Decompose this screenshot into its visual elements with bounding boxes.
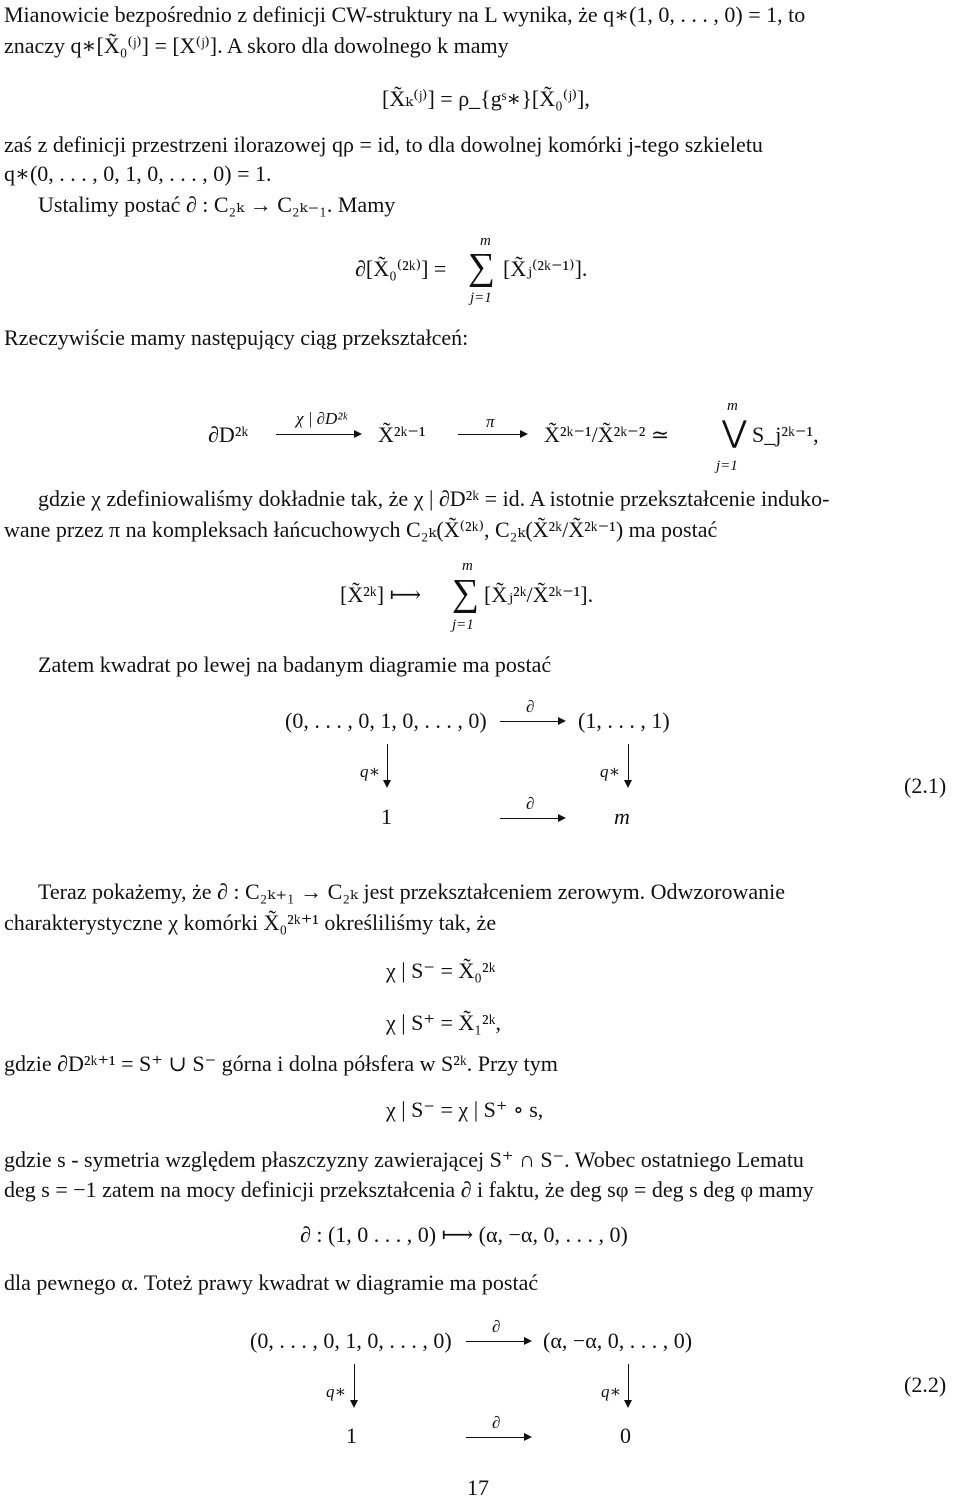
- equation: ∂ : (1, 0 . . . , 0) ⟼ (α, −α, 0, . . . , 0): [300, 1222, 628, 1247]
- text-line: deg s = −1 zatem na mocy definicji przekształcenia ∂ i faktu, że deg sφ = deg s deg φ mamy: [4, 1177, 814, 1202]
- diagram-bottom-left: 1: [381, 804, 392, 829]
- text-line: gdzie ∂D²ᵏ⁺¹ = S⁺ ∪ S⁻ górna i dolna półsfera w S²ᵏ. Przy tym: [4, 1051, 558, 1076]
- sum-symbol: ∑: [452, 572, 480, 614]
- sum-lower-limit: j=1: [470, 290, 492, 306]
- diagram-top-right: (α, −α, 0, . . . , 0): [543, 1328, 693, 1353]
- right-arrow: [628, 744, 629, 786]
- page-number: 17: [467, 1475, 489, 1500]
- sequence-term: X̃²ᵏ⁻¹: [378, 422, 426, 447]
- text-line: gdzie χ zdefiniowaliśmy dokładnie tak, że χ | ∂D²ᵏ = id. A istotnie przekształcenie induko-: [38, 486, 830, 511]
- diagram-bottom-right: m: [614, 804, 630, 829]
- equation-rhs: [X̃ⱼ²ᵏ/X̃²ᵏ⁻¹].: [484, 582, 594, 607]
- equation: χ | S⁺ = X̃₁²ᵏ,: [386, 1010, 502, 1035]
- map-arrow: [276, 434, 360, 435]
- right-arrow-label: q∗: [600, 762, 621, 781]
- text-line: gdzie s - symetria względem płaszczyzny zawierającej S⁺ ∩ S⁻. Wobec ostatniego Lematu: [4, 1147, 804, 1172]
- top-arrow: [466, 1341, 530, 1342]
- sequence-term: S_j²ᵏ⁻¹,: [752, 422, 819, 447]
- wedge-upper-limit: m: [727, 398, 738, 414]
- sequence-term: X̃²ᵏ⁻¹/X̃²ᵏ⁻² ≃: [544, 422, 670, 447]
- text-line: q∗(0, . . . , 0, 1, 0, . . . , 0) = 1.: [4, 161, 272, 186]
- bottom-arrow: [466, 1437, 530, 1438]
- equation: χ | S⁻ = χ | S⁺ ∘ s,: [386, 1097, 544, 1122]
- wedge-symbol: ⋁: [722, 416, 747, 449]
- diagram-top-left: (0, . . . , 0, 1, 0, . . . , 0): [250, 1328, 452, 1353]
- top-arrow-label: ∂: [492, 1317, 501, 1336]
- text-line: zaś z definicji przestrzeni ilorazowej qρ = id, to dla dowolnej komórki j-tego szkieletu: [4, 132, 763, 157]
- text-line: Ustalimy postać ∂ : C₂ₖ → C₂ₖ₋₁. Mamy: [38, 192, 396, 217]
- arrow-label: χ | ∂D²ᵏ: [296, 409, 348, 428]
- equation: χ | S⁻ = X̃₀²ᵏ: [386, 958, 496, 983]
- bottom-arrow: [500, 818, 564, 819]
- left-arrow: [354, 1364, 355, 1406]
- text-line: znaczy q∗[X̃₀⁽ʲ⁾] = [X⁽ʲ⁾]. A skoro dla dowolnego k mamy: [4, 33, 509, 58]
- left-arrow-label: q∗: [326, 1382, 347, 1401]
- text-line: wane przez π na kompleksach łańcuchowych C₂ₖ(X̃⁽²ᵏ⁾, C₂ₖ(X̃²ᵏ/X̃²ᵏ⁻¹) ma postać: [4, 517, 718, 542]
- text-line: Zatem kwadrat po lewej na badanym diagramie ma postać: [38, 652, 552, 677]
- text-line: Teraz pokażemy, że ∂ : C₂ₖ₊₁ → C₂ₖ jest przekształceniem zerowym. Odwzorowanie: [38, 879, 786, 904]
- left-arrow: [387, 744, 388, 786]
- diagram-bottom-right: 0: [620, 1423, 631, 1448]
- arrow-label: π: [486, 412, 495, 431]
- sum-lower-limit: j=1: [452, 617, 474, 633]
- equation-number: (2.2): [904, 1372, 947, 1397]
- map-arrow: [458, 434, 526, 435]
- diagram-top-left: (0, . . . , 0, 1, 0, . . . , 0): [285, 708, 487, 733]
- top-arrow: [500, 721, 564, 722]
- right-arrow-label: q∗: [601, 1382, 622, 1401]
- equation-rhs: [X̃ⱼ⁽²ᵏ⁻¹⁾].: [503, 256, 588, 281]
- equation-lhs: [X̃²ᵏ] ⟼: [340, 582, 422, 607]
- equation-lhs: ∂[X̃₀⁽²ᵏ⁾] =: [355, 256, 447, 281]
- diagram-bottom-left: 1: [346, 1423, 357, 1448]
- text-line: Mianowicie bezpośrednio z definicji CW-struktury na L wynika, że q∗(1, 0, . . . , 0) = 1, to: [4, 2, 806, 27]
- sum-symbol: ∑: [468, 246, 496, 288]
- equation-number: (2.1): [904, 773, 947, 798]
- bottom-arrow-label: ∂: [526, 794, 535, 813]
- left-arrow-label: q∗: [360, 762, 381, 781]
- sum-upper-limit: m: [480, 233, 491, 249]
- text-line: charakterystyczne χ komórki X̃₀²ᵏ⁺¹ określiliśmy tak, że: [4, 910, 497, 935]
- equation: [X̃ₖ⁽ʲ⁾] = ρ_{gˢ∗}[X̃₀⁽ʲ⁾],: [382, 86, 590, 111]
- text-line: dla pewnego α. Toteż prawy kwadrat w diagramie ma postać: [4, 1270, 539, 1295]
- text-line: Rzeczywiście mamy następujący ciąg przekształceń:: [4, 325, 469, 350]
- diagram-top-right: (1, . . . , 1): [578, 708, 670, 733]
- bottom-arrow-label: ∂: [492, 1413, 501, 1432]
- wedge-lower-limit: j=1: [716, 458, 738, 474]
- right-arrow: [628, 1364, 629, 1406]
- sum-upper-limit: m: [462, 558, 473, 574]
- sequence-term: ∂D²ᵏ: [208, 422, 249, 447]
- top-arrow-label: ∂: [526, 697, 535, 716]
